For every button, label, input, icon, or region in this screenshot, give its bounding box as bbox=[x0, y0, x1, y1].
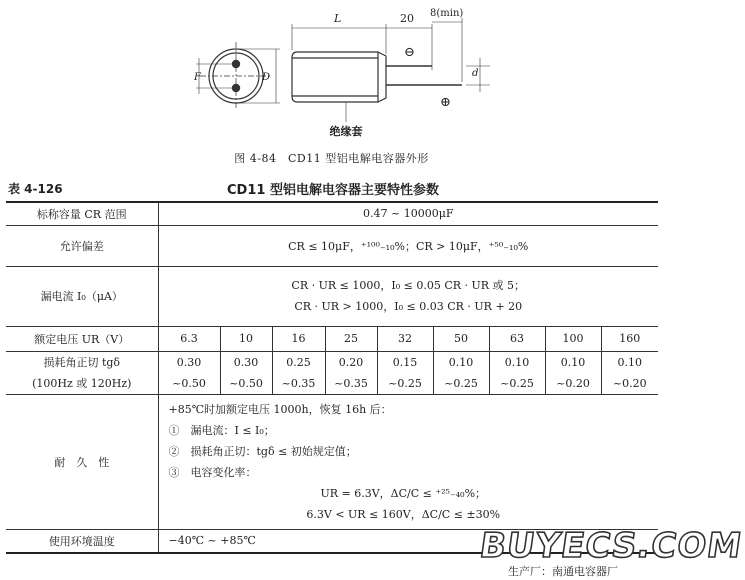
loss-cell bbox=[433, 351, 489, 394]
tolerance-value: CR ≤ 10μF，⁺¹⁰⁰₋₁₀%；CR > 10μF，⁺⁵⁰₋₁₀% bbox=[158, 225, 658, 266]
voltage-cell: 10 bbox=[220, 326, 272, 351]
loss-cell-top: 0.25 bbox=[286, 355, 311, 369]
minus-terminal-icon: ⊖ bbox=[404, 45, 415, 60]
leakage-label: 漏电流 I₀（μA） bbox=[6, 266, 158, 326]
loss-label-line-2: (100Hz 或 120Hz) bbox=[32, 376, 132, 390]
voltage-label: 额定电压 UR（V） bbox=[6, 326, 158, 351]
loss-cell-bottom: ~0.50 bbox=[229, 376, 263, 390]
leakage-line-1: CR · UR ≤ 1000，I₀ ≤ 0.05 CR · UR 或 5； bbox=[291, 279, 526, 292]
loss-cell bbox=[158, 351, 220, 394]
dim-L-label: L bbox=[334, 12, 342, 25]
loss-cell bbox=[601, 351, 658, 394]
sleeve-label: 绝缘套 bbox=[329, 125, 363, 138]
loss-row bbox=[6, 351, 658, 394]
voltage-cell: 63 bbox=[489, 326, 545, 351]
loss-cell bbox=[272, 351, 325, 394]
durability-line-4: ③ 电容变化率： bbox=[168, 465, 257, 479]
temperature-label: 使用环境温度 bbox=[6, 529, 158, 553]
loss-cell-top: 0.30 bbox=[233, 355, 259, 369]
voltage-cell: 160 bbox=[601, 326, 658, 351]
voltage-cell: 25 bbox=[325, 326, 377, 351]
loss-cell-bottom: ~0.35 bbox=[334, 376, 368, 390]
table-header bbox=[8, 178, 658, 198]
table-title: CD11 型铝电解电容器主要特性参数 bbox=[227, 183, 439, 198]
dim-20-label: 20 bbox=[400, 12, 414, 25]
loss-cell-bottom: ~0.35 bbox=[281, 376, 316, 390]
dim-d-label: d bbox=[472, 68, 479, 79]
loss-cell-bottom: ~0.25 bbox=[444, 376, 478, 390]
voltage-cell: 100 bbox=[545, 326, 601, 351]
durability-line-6: 6.3V < UR ≤ 160V，ΔC/C ≤ ±30% bbox=[306, 507, 501, 521]
loss-cell-top: 0.20 bbox=[338, 355, 364, 369]
voltage-cell: 32 bbox=[377, 326, 433, 351]
table-row bbox=[6, 266, 658, 326]
table-row bbox=[6, 394, 658, 529]
leakage-line-2: CR · UR > 1000，I₀ ≤ 0.03 CR · UR + 20 bbox=[294, 300, 523, 313]
capacitance-label: 标称容量 CR 范围 bbox=[6, 202, 158, 225]
leakage-value bbox=[158, 266, 658, 326]
loss-cell-bottom: ~0.25 bbox=[500, 376, 534, 390]
loss-cell-bottom: ~0.20 bbox=[556, 376, 590, 390]
durability-value bbox=[158, 394, 658, 529]
table-number: 表 4-126 bbox=[8, 182, 63, 196]
capacitance-value: 0.47 ~ 10000μF bbox=[158, 202, 658, 225]
loss-label-line-1: 损耗角正切 tgδ bbox=[43, 355, 121, 369]
tolerance-label: 允许偏差 bbox=[6, 225, 158, 266]
loss-cell-top: 0.10 bbox=[448, 355, 474, 369]
loss-cell-top: 0.30 bbox=[176, 355, 202, 369]
producer-note: 生产厂：南通电容器厂 bbox=[508, 565, 618, 578]
durability-line-1: +85℃时加额定电压 1000h，恢复 16h 后： bbox=[168, 402, 392, 416]
temperature-value: −40℃ ~ +85℃ bbox=[158, 529, 658, 553]
dim-F-label: F bbox=[194, 72, 201, 83]
table-row bbox=[6, 225, 658, 266]
voltage-cell: 16 bbox=[272, 326, 325, 351]
loss-cell-bottom: ~0.50 bbox=[172, 376, 206, 390]
capacitor-outline-figure bbox=[0, 0, 663, 168]
plus-terminal-icon: ⊕ bbox=[440, 95, 451, 110]
dim-D-label: D bbox=[262, 72, 271, 83]
durability-line-5: UR = 6.3V，ΔC/C ≤ ⁺²⁵₋₄₀%； bbox=[320, 486, 487, 500]
dim-8min-label: 8(min) bbox=[430, 8, 464, 19]
loss-cell bbox=[325, 351, 377, 394]
loss-cell-top: 0.10 bbox=[617, 355, 642, 369]
table-row bbox=[6, 202, 658, 225]
loss-cell bbox=[220, 351, 272, 394]
spec-table bbox=[6, 201, 658, 554]
voltage-cell: 50 bbox=[433, 326, 489, 351]
durability-line-2: ① 漏电流：I ≤ I₀； bbox=[168, 423, 275, 437]
capacitor-drawing bbox=[0, 0, 663, 150]
durability-line-3: ② 损耗角正切：tgδ ≤ 初始规定值； bbox=[168, 444, 357, 458]
site-watermark: BUYECS.COM bbox=[477, 526, 745, 566]
loss-cell-top: 0.15 bbox=[392, 355, 418, 369]
loss-cell bbox=[377, 351, 433, 394]
figure-caption: 图 4-84 CD11 型铝电解电容器外形 bbox=[234, 152, 429, 165]
voltage-cell: 6.3 bbox=[158, 326, 220, 351]
loss-cell-bottom: ~0.25 bbox=[388, 376, 422, 390]
loss-cell bbox=[489, 351, 545, 394]
loss-cell-top: 0.10 bbox=[560, 355, 586, 369]
durability-label: 耐 久 性 bbox=[6, 394, 158, 529]
loss-label bbox=[6, 351, 158, 394]
loss-cell-top: 0.10 bbox=[504, 355, 530, 369]
voltage-row bbox=[6, 326, 658, 351]
loss-cell-bottom: ~0.20 bbox=[612, 376, 647, 390]
loss-cell bbox=[545, 351, 601, 394]
